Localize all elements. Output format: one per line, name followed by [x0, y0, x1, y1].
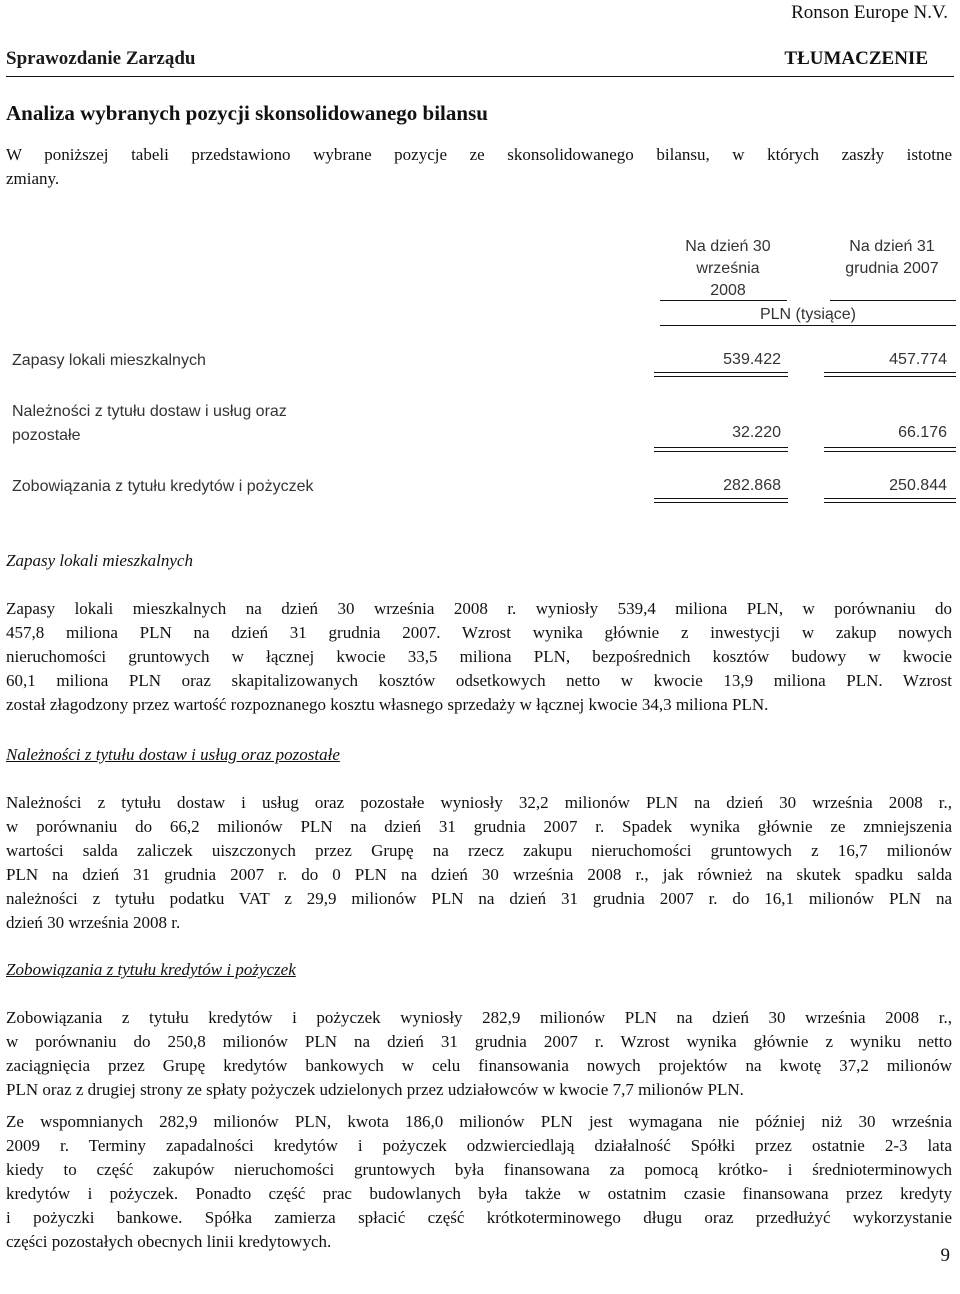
column-rule [830, 300, 956, 301]
report-title: Sprawozdanie Zarządu [6, 48, 196, 69]
column-header-2008 [660, 236, 796, 302]
subsection-paragraph [6, 1006, 952, 1102]
value-2007: 457.774 [889, 351, 947, 368]
paragraph-line: 457,8 miliona PLN na dzień 31 grudnia 2007. Wzrost wynika głównie z inwestycji w zakup nowych [6, 623, 952, 642]
paragraph-line: Należności z tytułu dostaw i usług oraz pozostałe wyniosły 32,2 milionów PLN na dzień 30 września 2008 r., [6, 793, 952, 812]
subsection-title: Zobowiązania z tytułu kredytów i pożyczek [6, 960, 296, 979]
paragraph-line: został złagodzony przez wartość rozpoznanego kosztu własnego sprzedaży w łącznej kwocie 34,3 miliona PLN. [6, 695, 769, 714]
unit-rule [660, 325, 956, 326]
paragraph-line: w porównaniu do 250,8 milionów PLN na dzień 31 grudnia 2007 r. Wzrost wynika głównie z wyniku netto [6, 1032, 952, 1051]
row-label: Zobowiązania z tytułu kredytów i pożyczek [12, 478, 314, 495]
double-underline [654, 498, 788, 503]
paragraph-line: 2009 r. Terminy zapadalności kredytów i pożyczek odzwierciedlają działalność Spółki przez ostatnie 2-3 lata [6, 1136, 952, 1155]
double-underline [824, 498, 956, 503]
paragraph-line: wartości salda zaliczek uiszczonych przez Grupę na rzecz zakupu nieruchomości gruntowych z 16,7 milionów [6, 841, 952, 860]
row-label [12, 400, 287, 448]
row-label-line: pozostałe [12, 427, 81, 444]
page-number: 9 [940, 1245, 950, 1266]
paragraph-line: i pożyczki bankowe. Spółka zamierza spłacić część krótkoterminowego długu oraz przedłużyć wykorzystanie [6, 1208, 952, 1227]
value-2008: 32.220 [732, 424, 781, 441]
subsection-title: Należności z tytułu dostaw i usług oraz pozostałe [6, 745, 340, 764]
value-2007: 66.176 [898, 424, 947, 441]
row-label-line: Należności z tytułu dostaw i usług oraz [12, 403, 287, 420]
paragraph-line: Ze wspomnianych 282,9 milionów PLN, kwota 186,0 milionów PLN jest wymagana nie później niż 30 września [6, 1112, 952, 1131]
double-underline [654, 372, 788, 377]
subsection-title: Zapasy lokali mieszkalnych [6, 551, 193, 570]
column-header-line: grudnia 2007 [845, 260, 939, 277]
column-header-line: 2008 [710, 282, 746, 299]
double-underline [824, 447, 956, 452]
value-2008: 282.868 [723, 477, 781, 494]
column-header-line: września [696, 260, 760, 277]
company-name: Ronson Europe N.V. [791, 2, 948, 23]
subsection-paragraph [6, 791, 952, 935]
paragraph-line: PLN oraz z drugiej strony ze spłaty pożyczek udzielonych przez udziałowców w kwocie 7,7 milionów PLN. [6, 1080, 744, 1099]
paragraph-line: dzień 30 września 2008 r. [6, 913, 181, 932]
header-divider [6, 76, 954, 77]
translation-label: TŁUMACZENIE [784, 48, 928, 69]
column-header-2007 [828, 236, 956, 280]
paragraph-line: nieruchomości gruntowych w łącznej kwocie 33,5 miliona PLN, bezpośrednich kosztów budowy w kwocie [6, 647, 952, 666]
subsection-paragraph [6, 597, 952, 717]
double-underline [824, 372, 956, 377]
paragraph-line: 60,1 miliona PLN oraz skapitalizowanych kosztów odsetkowych netto w kwocie 13,9 miliona PLN. Wzrost [6, 671, 952, 690]
double-underline [654, 447, 788, 452]
value-2007: 250.844 [889, 477, 947, 494]
intro-line: W poniższej tabeli przedstawiono wybrane pozycje ze skonsolidowanego bilansu, w których zaszły istotne [6, 145, 952, 164]
paragraph-line: kredytów i pożyczek. Ponadto część prac budowlanych była także w ostatnim czasie finansowana przez kredyty [6, 1184, 952, 1203]
column-rule [660, 300, 787, 301]
value-2008: 539.422 [723, 351, 781, 368]
paragraph-line: PLN na dzień 31 grudnia 2007 r. do 0 PLN na dzień 30 września 2008 r., jak również na skutek spadku salda [6, 865, 952, 884]
column-header-line: Na dzień 30 [685, 238, 771, 255]
paragraph-line: w porównaniu do 66,2 milionów PLN na dzień 31 grudnia 2007 r. Spadek wynika głównie ze zmniejszenia [6, 817, 952, 836]
paragraph-line: części pozostałych obecnych linii kredytowych. [6, 1232, 332, 1251]
intro-line: zmiany. [6, 169, 60, 188]
row-label: Zapasy lokali mieszkalnych [12, 352, 206, 369]
paragraph-line: kiedy to część zakupów nieruchomości gruntowych była finansowana za pomocą krótko- i średnioterminowych [6, 1160, 952, 1179]
unit-label: PLN (tysiące) [759, 306, 857, 323]
column-header-line: Na dzień 31 [849, 238, 935, 255]
section-title: Analiza wybranych pozycji skonsolidowanego bilansu [6, 101, 488, 125]
paragraph-line: zaciągnięcia przez Grupę kredytów bankowych w celu finansowania nowych projektów na kwotę 37,2 milionów [6, 1056, 952, 1075]
subsection-paragraph [6, 1110, 952, 1254]
intro-paragraph [6, 143, 952, 191]
paragraph-line: należności z tytułu podatku VAT z 29,9 milionów PLN na dzień 31 grudnia 2007 r. do 16,1 milionów PLN na [6, 889, 952, 908]
paragraph-line: Zobowiązania z tytułu kredytów i pożyczek wyniosły 282,9 milionów PLN na dzień 30 września 2008 r., [6, 1008, 952, 1027]
paragraph-line: Zapasy lokali mieszkalnych na dzień 30 września 2008 r. wyniosły 539,4 miliona PLN, w porównaniu do [6, 599, 952, 618]
